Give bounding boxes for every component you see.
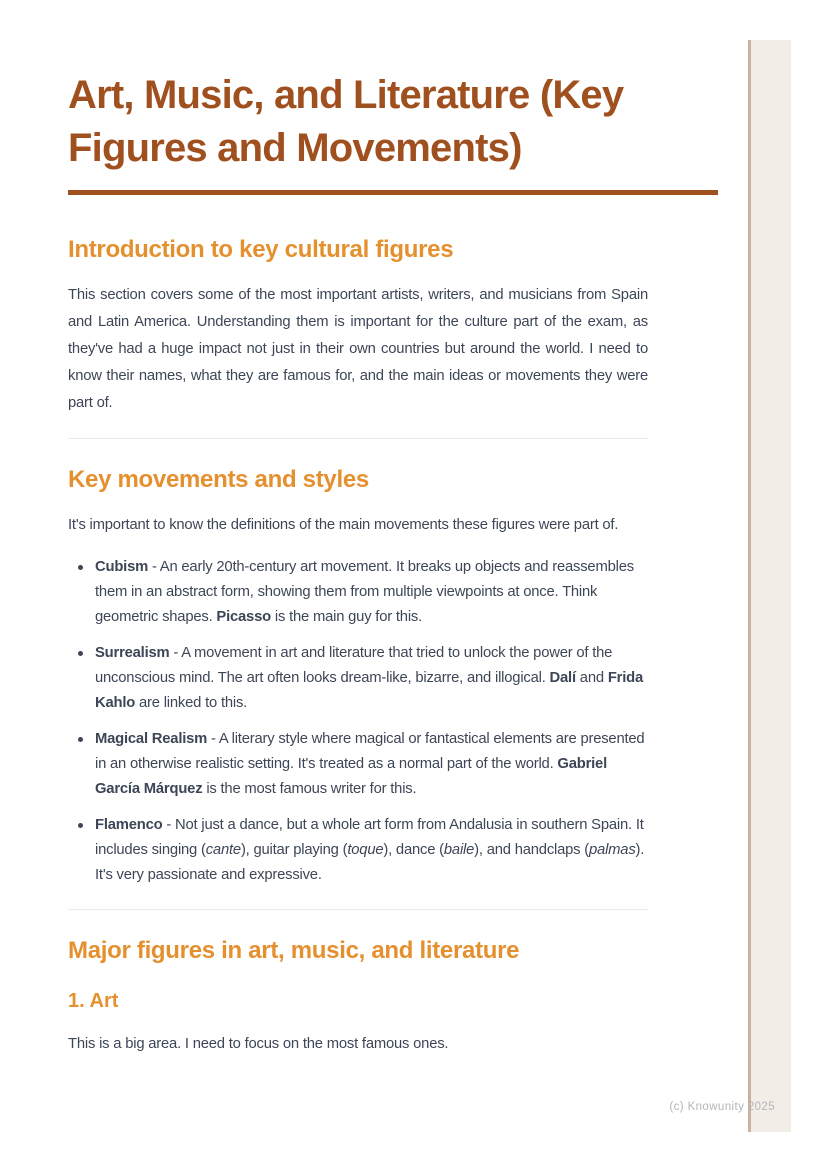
title-rule [68, 190, 718, 195]
movements-list [68, 555, 648, 888]
list-item: Cubism - An early 20th-century art movement. It breaks up objects and reassembles them in an abstract form, showing them from multiple viewpoints at once. Think geometric shapes. Picasso is the main guy for this. [68, 555, 648, 630]
section-heading-movements: Key movements and styles [68, 466, 369, 493]
list-item: Magical Realism - A literary style where magical or fantastical elements are presented in an otherwise realistic setting. It's treated as a normal part of the world. Gabriel García Márquez is the most famous writer for this. [68, 727, 648, 802]
movements-paragraph: It's important to know the definitions of the main movements these figures were part of. [68, 517, 619, 533]
list-item: Flamenco - Not just a dance, but a whole art form from Andalusia in southern Spain. It includes singing (cante), guitar playing (toque), dance (baile), and handclaps (palmas). It's very passionate and expressive. [68, 813, 648, 888]
document-page [68, 0, 718, 1058]
sidebar-accent-bar [748, 40, 791, 1132]
page-title-line-2: Figures and Movements) [68, 126, 522, 170]
section-divider [68, 909, 648, 910]
page-title-line-1: Art, Music, and Literature (Key [68, 73, 624, 117]
list-item: Surrealism - A movement in art and literature that tried to unlock the power of the unconscious mind. The art often looks dream-like, bizarre, and illogical. Dalí and Frida Kahlo are linked to this. [68, 641, 648, 716]
art-paragraph: This is a big area. I need to focus on the most famous ones. [68, 1036, 449, 1052]
subsection-heading-art: 1. Art [68, 990, 119, 1012]
introduction-paragraph: This section covers some of the most important artists, writers, and musicians from Spain and Latin America. Understanding them is important for the culture part of the exam, as they've had a huge impact not just in their own countries but around the world. I need to know their names, what they are famous for, and the main ideas or movements they were part of. [68, 287, 648, 411]
section-heading-major-figures: Major figures in art, music, and literature [68, 937, 520, 964]
page-title [68, 69, 718, 175]
copyright-watermark: (c) Knowunity 2025 [669, 1101, 775, 1113]
section-divider [68, 438, 648, 439]
section-heading-introduction: Introduction to key cultural figures [68, 236, 454, 263]
